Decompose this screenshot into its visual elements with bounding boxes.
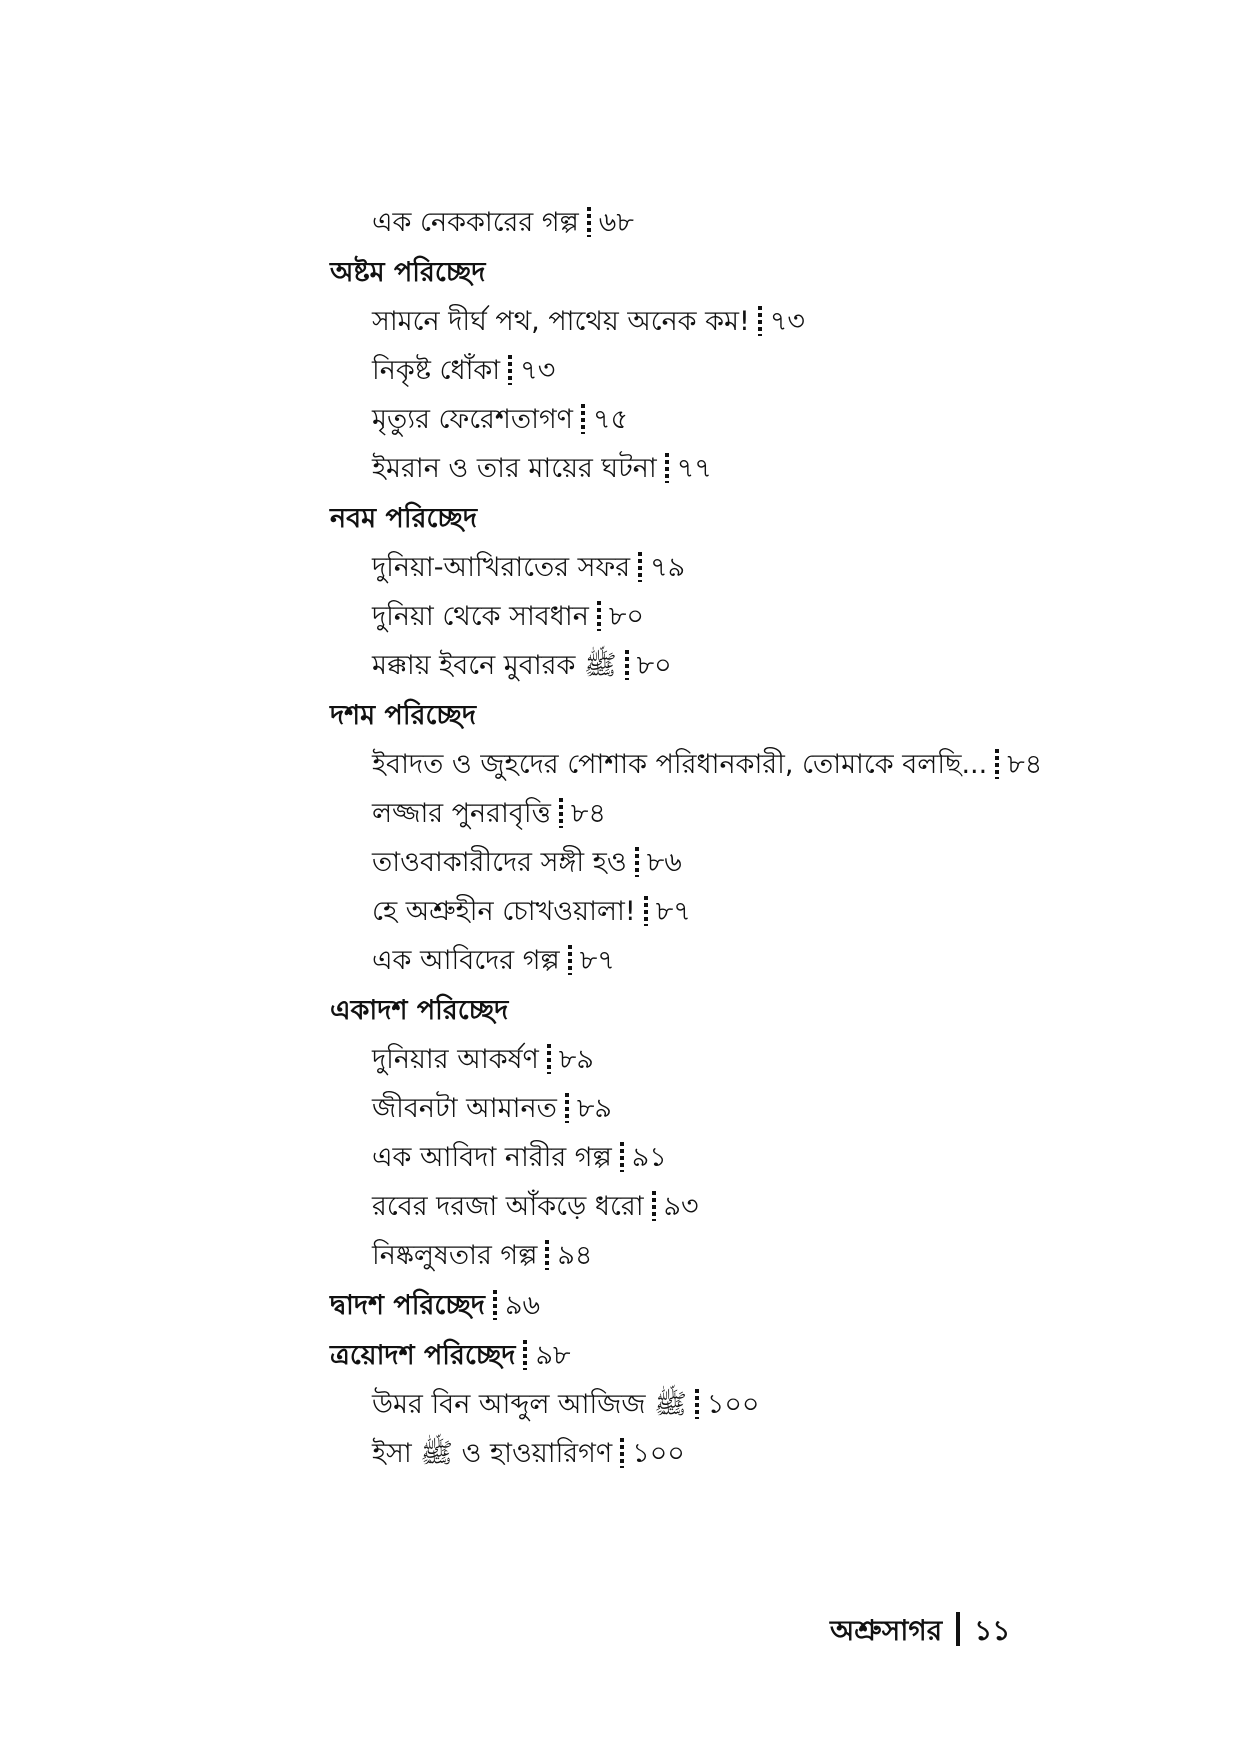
separator-dots-icon xyxy=(508,355,512,385)
entry-page: ৮৬ xyxy=(646,847,682,878)
section-title: ত্রয়োদশ পরিচ্ছেদ xyxy=(330,1340,516,1371)
separator-dots-icon xyxy=(665,453,669,483)
toc-section xyxy=(330,501,1130,684)
entry-title: এক নেককারের গল্প xyxy=(372,207,579,238)
separator-dots-icon xyxy=(559,798,563,828)
entry-title: হে অশ্রুহীন চোখওয়ালা! xyxy=(372,896,636,927)
entry-title: এক আবিদা নারীর গল্প xyxy=(372,1142,612,1173)
toc-entry xyxy=(330,1042,1130,1078)
separator-dots-icon xyxy=(568,945,572,975)
entry-title: ইসা ﷺ ও হাওয়ারিগণ xyxy=(372,1438,613,1469)
toc-entry xyxy=(330,747,1130,783)
toc-entry xyxy=(330,1387,1130,1423)
section-title: দ্বাদশ পরিচ্ছেদ xyxy=(330,1290,485,1321)
entry-title: এক আবিদের গল্প xyxy=(372,945,560,976)
toc-section xyxy=(330,698,1130,979)
entry-title: দুনিয়া-আখিরাতের সফর xyxy=(372,552,631,583)
entry-page: ৮৭ xyxy=(579,945,615,976)
section-page: ৯৬ xyxy=(504,1290,541,1321)
toc-entry xyxy=(330,402,1130,438)
separator-dots-icon xyxy=(547,1044,551,1074)
entry-page: ১০০ xyxy=(706,1389,760,1420)
separator-dots-icon xyxy=(995,749,999,779)
entry-page: ৭৩ xyxy=(769,306,805,337)
toc-section xyxy=(330,1288,1130,1324)
toc-entry xyxy=(330,451,1130,487)
entry-page: ৭৫ xyxy=(593,404,629,435)
toc-entry xyxy=(330,1436,1130,1472)
toc-entry xyxy=(330,1140,1130,1176)
toc-entry xyxy=(330,599,1130,635)
entry-title: জীবনটা আমানত xyxy=(372,1093,557,1124)
page-number: ১১ xyxy=(974,1614,1011,1647)
separator-dots-icon xyxy=(581,404,585,434)
separator-dots-icon xyxy=(620,1142,624,1172)
section-heading xyxy=(330,698,1130,734)
separator-dots-icon xyxy=(597,601,601,631)
section-heading xyxy=(330,993,1130,1029)
separator-dots-icon xyxy=(635,847,639,877)
book-title: অশ্রুসাগর xyxy=(830,1614,943,1647)
entry-page: ৭৯ xyxy=(650,552,686,583)
divider-bar xyxy=(956,1612,960,1646)
toc-entry xyxy=(330,1189,1130,1225)
entry-title: ইবাদত ও জুহদের পোশাক পরিধানকারী, তোমাকে বলছি... xyxy=(372,749,988,780)
toc-section xyxy=(330,993,1130,1274)
toc-entry xyxy=(330,943,1130,979)
entry-title: নিকৃষ্ট ধোঁকা xyxy=(372,355,501,386)
entry-page: ১০০ xyxy=(632,1438,685,1469)
separator-dots-icon xyxy=(625,650,629,680)
separator-dots-icon xyxy=(652,1191,656,1221)
section-heading xyxy=(330,501,1130,537)
toc-entry xyxy=(330,845,1130,881)
entry-title: ইমরান ও তার মায়ের ঘটনা xyxy=(372,453,657,484)
separator-dots-icon xyxy=(523,1340,527,1370)
section-heading xyxy=(330,1338,1130,1374)
toc-section xyxy=(330,1338,1130,1472)
section-title: অষ্টম পরিচ্ছেদ xyxy=(330,257,486,288)
entry-page: ৯৩ xyxy=(663,1191,699,1222)
toc-section xyxy=(330,255,1130,487)
section-title: একাদশ পরিচ্ছেদ xyxy=(330,995,509,1026)
section-page: ৯৮ xyxy=(535,1340,571,1371)
section-heading xyxy=(330,1288,1130,1324)
entry-title: দুনিয়া থেকে সাবধান xyxy=(372,601,589,632)
separator-dots-icon xyxy=(620,1438,624,1468)
entry-page: ৯৪ xyxy=(557,1240,593,1271)
entry-title: সামনে দীর্ঘ পথ, পাথেয় অনেক কম! xyxy=(372,306,750,337)
entry-page: ৮৭ xyxy=(655,896,691,927)
section-title: নবম পরিচ্ছেদ xyxy=(330,503,478,534)
separator-dots-icon xyxy=(545,1240,549,1270)
separator-dots-icon xyxy=(644,896,648,926)
entry-page: ৬৮ xyxy=(598,207,634,238)
entry-page: ৯১ xyxy=(631,1142,667,1173)
entry-title: রবের দরজা আঁকড়ে ধরো xyxy=(372,1191,644,1222)
toc-entry xyxy=(330,353,1130,389)
entry-title: মক্কায় ইবনে মুবারক ﷺ xyxy=(372,650,617,681)
toc-entry xyxy=(330,205,1130,241)
toc-entry xyxy=(330,1238,1130,1274)
entry-title: নিষ্কলুষতার গল্প xyxy=(372,1240,538,1271)
table-of-contents xyxy=(330,205,1130,1472)
section-title: দশম পরিচ্ছেদ xyxy=(330,700,477,731)
toc-entry xyxy=(330,894,1130,930)
toc-entry xyxy=(330,304,1130,340)
page-footer xyxy=(830,1612,1010,1649)
separator-dots-icon xyxy=(493,1290,497,1320)
entry-title: দুনিয়ার আকর্ষণ xyxy=(372,1044,539,1075)
toc-top-entries xyxy=(330,205,1130,241)
entry-title: মৃত্যুর ফেরেশতাগণ xyxy=(372,404,573,435)
toc-entry xyxy=(330,796,1130,832)
entry-page: ৮৪ xyxy=(570,798,606,829)
entry-title: উমর বিন আব্দুল আজিজ ﷺ xyxy=(372,1389,687,1420)
separator-dots-icon xyxy=(638,552,642,582)
separator-dots-icon xyxy=(695,1389,699,1419)
separator-dots-icon xyxy=(587,207,591,237)
section-heading xyxy=(330,255,1130,291)
entry-title: লজ্জার পুনরাবৃত্তি xyxy=(372,798,551,829)
separator-dots-icon xyxy=(565,1093,569,1123)
entry-page: ৮০ xyxy=(608,601,644,632)
toc-entry xyxy=(330,648,1130,684)
toc-entry xyxy=(330,1091,1130,1127)
entry-page: ৮৯ xyxy=(558,1044,594,1075)
entry-page: ৮৯ xyxy=(576,1093,612,1124)
entry-page: ৮৪ xyxy=(1007,749,1043,780)
entry-page: ৭৩ xyxy=(520,355,556,386)
entry-page: ৮০ xyxy=(636,650,672,681)
separator-dots-icon xyxy=(758,306,762,336)
entry-title: তাওবাকারীদের সঙ্গী হও xyxy=(372,847,627,878)
entry-page: ৭৭ xyxy=(676,453,712,484)
toc-entry xyxy=(330,550,1130,586)
